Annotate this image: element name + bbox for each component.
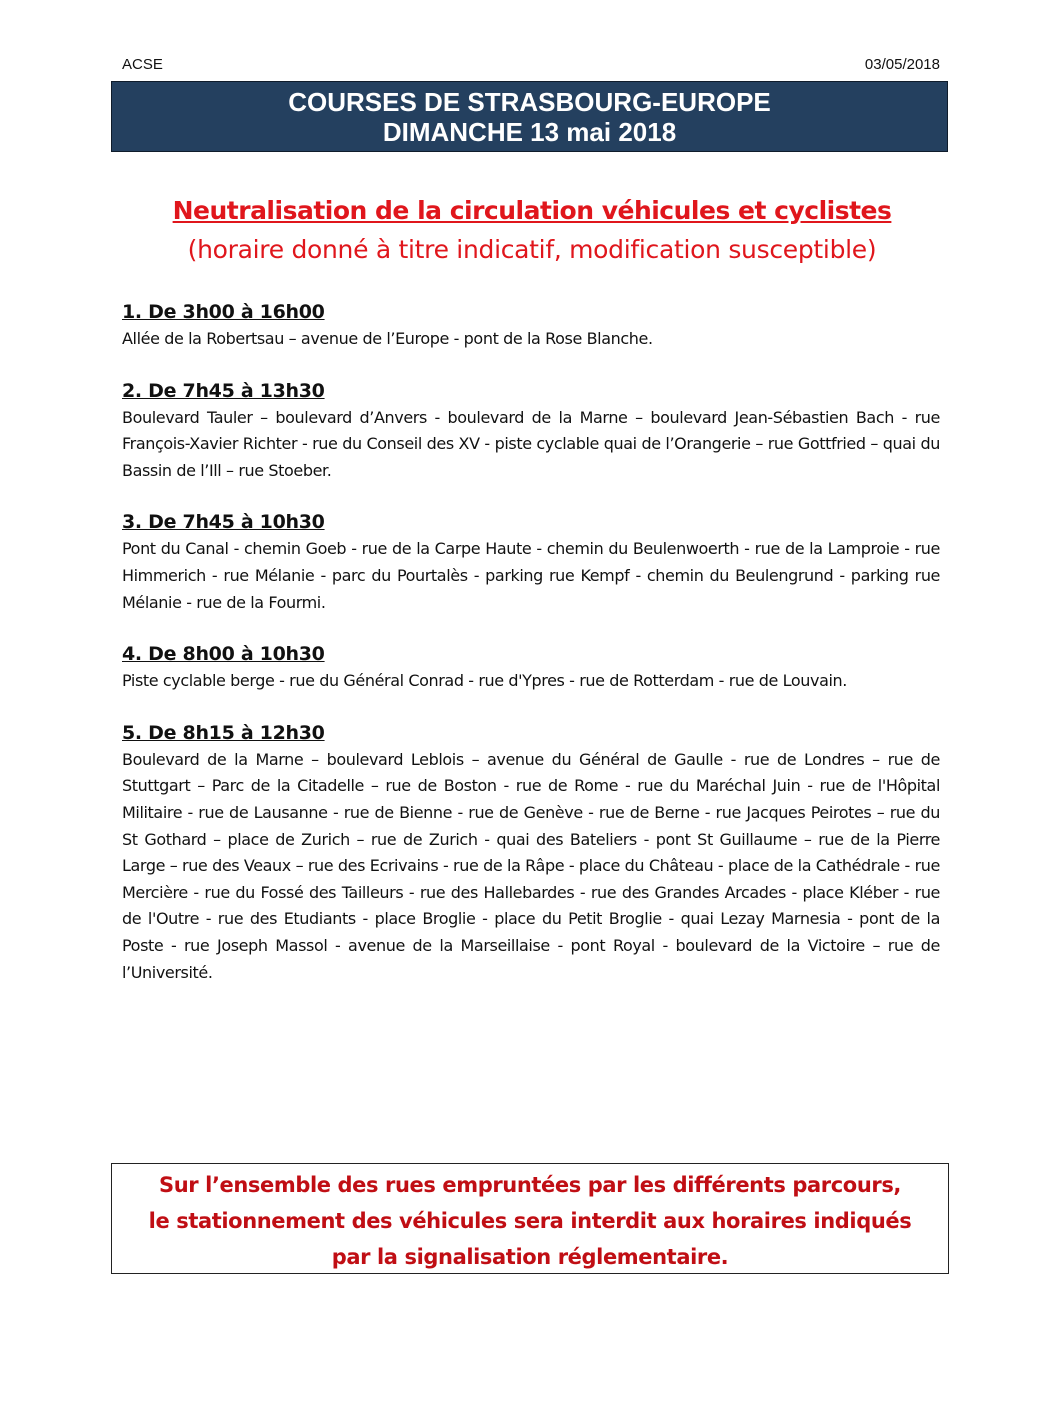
document-date: 03/05/2018 xyxy=(864,56,940,73)
section-time-range: 4. De 8h00 à 10h30 xyxy=(122,643,325,666)
closure-section-4 xyxy=(122,640,940,695)
closure-sections xyxy=(122,298,940,1010)
section-time-range: 3. De 7h45 à 10h30 xyxy=(122,511,325,534)
notice-line: par la signalisation réglementaire. xyxy=(331,1245,729,1269)
page-title: Neutralisation de la circulation véhicules et cyclistes xyxy=(172,196,892,225)
section-time-range: 2. De 7h45 à 13h30 xyxy=(122,379,325,402)
notice-line: le stationnement des véhicules sera interdit aux horaires indiqués xyxy=(148,1209,912,1233)
closure-section-5 xyxy=(122,719,940,986)
closure-section-3 xyxy=(122,508,940,616)
page-subtitle: (horaire donné à titre indicatif, modification susceptible) xyxy=(187,235,877,264)
section-streets: Pont du Canal - chemin Goeb - rue de la Carpe Haute - chemin du Beulenwoerth - rue de la Lamproie - rue Himmerich - rue Mélanie - parc du Pourtalès - parking rue Kempf - chemin du Beulengrund - parking rue Mélanie - rue de la Fourmi. xyxy=(122,539,940,612)
section-streets: Piste cyclable berge - rue du Général Conrad - rue d'Ypres - rue de Rotterdam - rue de Louvain. xyxy=(122,671,847,691)
section-streets: Boulevard Tauler – boulevard d’Anvers - boulevard de la Marne – boulevard Jean-Sébastien Bach - rue François-Xavier Richter - rue du Conseil des XV - piste cyclable quai de l’Orangerie – rue Gottfried – quai du Bassin de l’Ill – rue Stoeber. xyxy=(122,407,940,480)
organization-label: ACSE xyxy=(122,56,163,73)
banner-event-title: COURSES DE STRASBOURG-EUROPE xyxy=(288,87,771,117)
document-header xyxy=(122,56,940,76)
banner-event-date: DIMANCHE 13 mai 2018 xyxy=(382,117,677,147)
section-time-range: 1. De 3h00 à 16h00 xyxy=(122,301,325,323)
title-banner xyxy=(111,81,948,152)
closure-section-2 xyxy=(122,377,940,485)
section-streets: Allée de la Robertsau – avenue de l’Europe - pont de la Rose Blanche. xyxy=(122,329,653,348)
notice-line: Sur l’ensemble des rues empruntées par les différents parcours, xyxy=(159,1173,901,1197)
section-time-range: 5. De 8h15 à 12h30 xyxy=(122,721,325,744)
parking-notice-box xyxy=(111,1163,949,1274)
closure-section-1 xyxy=(122,298,940,353)
section-streets: Boulevard de la Marne – boulevard Leblois – avenue du Général de Gaulle - rue de Londres – rue de Stuttgart – Parc de la Citadelle – rue de Boston - rue de Rome - rue du Maréchal Juin - rue de l'Hôpital Militaire - rue de Lausanne - rue de Bienne - rue de Genève - rue de Berne - rue Jacques Peirotes – rue du St Gothard – place de Zurich – rue de Zurich - quai des Bateliers - pont St Guillaume – rue de la Pierre Large – rue des Veaux – rue des Ecrivains - rue de la Râpe - place du Château - place de la Cathédrale - rue Mercière - rue du Fossé des Tailleurs - rue des Hallebardes - rue des Grandes Arcades - place Kléber - rue de l'Outre - rue des Etudiants - place Broglie - place du Petit Broglie - quai Lezay Marnesia - pont de la Poste - rue Joseph Massol - avenue de la Marseillaise - pont Royal - boulevard de la Victoire – rue de l’Université. xyxy=(122,749,940,982)
